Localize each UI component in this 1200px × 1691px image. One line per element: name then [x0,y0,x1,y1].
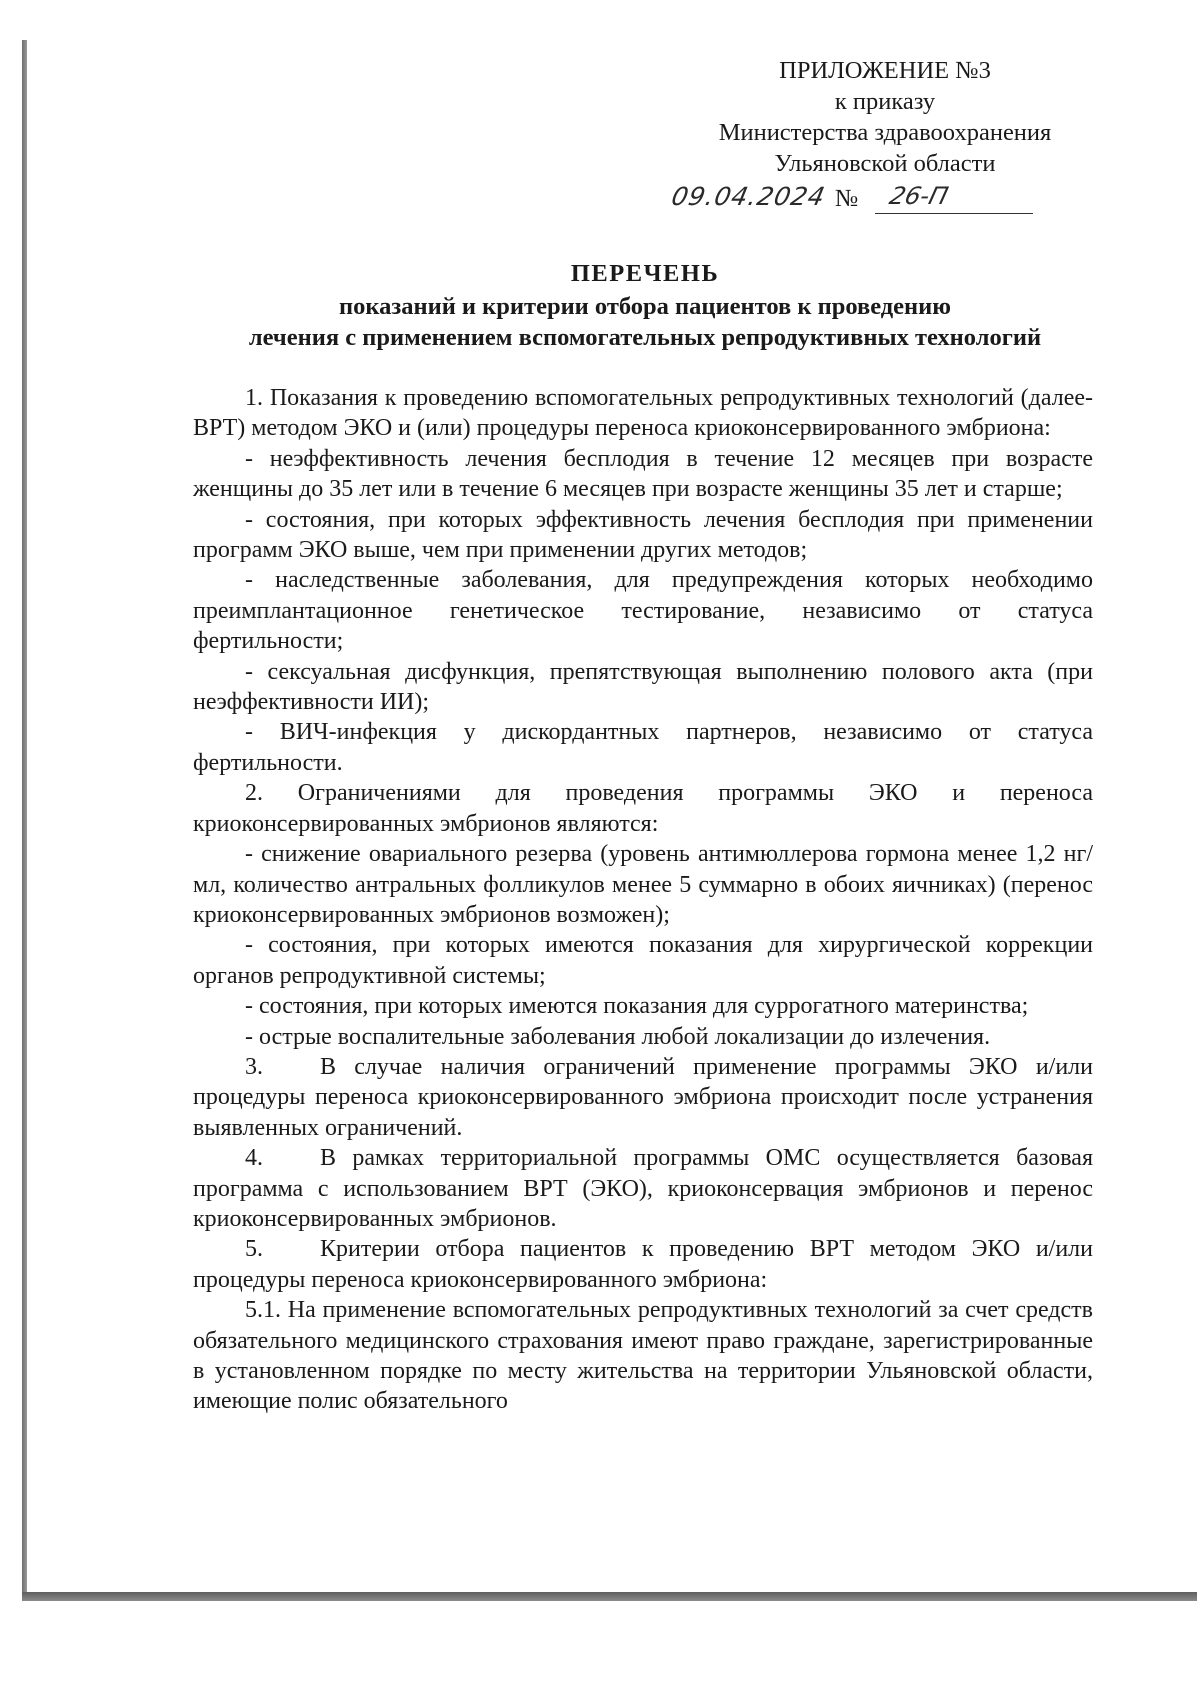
paragraph-number: 5. [245,1236,263,1263]
document-body [193,383,1093,1417]
scan-edge-left [22,40,27,1595]
paragraph: - состояния, при которых эффективность лечения бесплодия при применении программ ЭКО выше, чем при применении других методов; [193,506,1093,564]
handwritten-number: 26-П [886,182,951,210]
paragraph-text: В случае наличия ограничений применение программы ЭКО и/или процедуры переноса криоконсервированного эмбриона происходит после устранения выявленных ограничений. [193,1053,1093,1141]
paragraph-number: 4. [245,1145,263,1172]
number-underline [875,213,1033,214]
order-reference: к приказу [834,88,936,115]
appendix-header [668,55,1080,219]
paragraph: - острые воспалительные заболевания любой локализации до излечения. [245,1023,991,1050]
paragraph: - состояния, при которых имеются показания для суррогатного материнства; [245,993,1029,1020]
paragraph: 5.1. На применение вспомогательных репродуктивных технологий за счет средств обязательного медицинского страхования имеют право граждане, зарегистрированные в установленном порядке по месту жительства на территории Ульяновской области, имеющие полис обязательного [193,1297,1093,1415]
title-main: ПЕРЕЧЕНЬ [570,260,720,287]
paragraph-number: 3. [245,1053,263,1080]
paragraph: - ВИЧ-инфекция у дискордантных партнеров, независимо от статуса фертильности. [193,719,1093,776]
document-title [195,258,1095,353]
numbered-paragraph [193,1143,1093,1234]
region-name: Ульяновской области [774,150,996,177]
numbered-paragraph [193,1052,1093,1143]
paragraph: - состояния, при которых имеются показания для хирургической коррекции органов репродуктивной системы; [193,932,1093,989]
title-line-3: лечения с применением вспомогательных репродуктивных технологий [248,324,1042,351]
scan-edge-bottom [22,1592,1197,1601]
ministry-name: Министерства здравоохранения [718,119,1052,146]
paragraph: - неэффективность лечения бесплодия в течение 12 месяцев при возрасте женщины до 35 лет или в течение 6 месяцев при возрасте женщины 35 лет и старше; [193,445,1093,503]
paragraph-text: Критерии отбора пациентов к проведению ВРТ методом ЭКО и/или процедуры переноса криоконсервированного эмбриона: [193,1236,1093,1293]
number-sign: № [835,185,859,212]
paragraph: - сексуальная дисфункция, препятствующая выполнению полового акта (при неэффективности ИИ); [193,658,1093,716]
paragraph: 1. Показания к проведению вспомогательных репродуктивных технологий (далее-ВРТ) методом ЭКО и (или) процедуры переноса криоконсервированного эмбриона: [193,385,1093,442]
paragraph-text: В рамках территориальной программы ОМС осуществляется базовая программа с использованием ВРТ (ЭКО), криоконсервация эмбрионов и перенос криоконсервированных эмбрионов. [193,1145,1093,1232]
paragraph: 2. Ограничениями для проведения программы ЭКО и переноса криоконсервированных эмбрионов являются: [193,780,1093,837]
appendix-number: ПРИЛОЖЕНИЕ №3 [779,57,991,84]
title-line-2: показаний и критерии отбора пациентов к проведению [339,293,951,320]
paragraph: - снижение овариального резерва (уровень антимюллерова гормона менее 1,2 нг/мл, количество антральных фолликулов менее 5 суммарно в обоих яичниках) (перенос криоконсервированных эмбрионов возможен); [193,841,1093,928]
handwritten-date: 09.04.2024 [668,182,829,211]
paragraph: - наследственные заболевания, для предупреждения которых необходимо преимплантационное генетическое тестирование, независимо от статуса фертильности; [193,567,1093,655]
order-date-number [668,181,1080,219]
numbered-paragraph [193,1234,1093,1295]
